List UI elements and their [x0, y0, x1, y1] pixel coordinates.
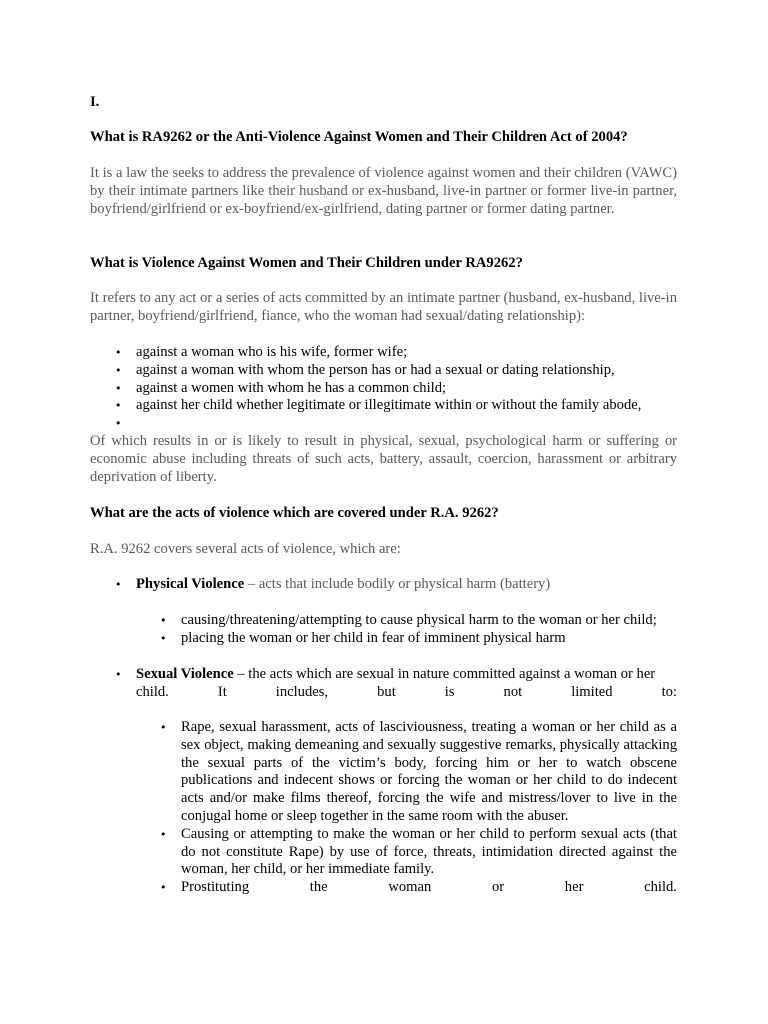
list-item: • causing/threatening/attempting to cause physical harm to the woman or her child;	[181, 612, 677, 630]
relationship-list	[136, 344, 677, 433]
question-heading-3: What are the acts of violence which are covered under R.A. 9262?	[90, 505, 499, 521]
word: woman	[388, 879, 432, 896]
list-item: • against a woman who is his wife, former wife;	[136, 344, 677, 362]
list-item: • Causing or attempting to make the woman or her child to perform sexual acts (that do not constitute Rape) by use of force, threats, intimidation directed against the woman, her child, or her immediate family.	[181, 826, 677, 879]
list-item: • Rape, sexual harassment, acts of lasciviousness, treating a woman or her child as a sex object, making demeaning and sexually suggestive remarks, physically attacking the sexual parts of the victim’s body, forcing him or her to watch obscene publications and indecent shows or forcing the woman or her child to do indecent acts and/or make films thereof, forcing the wife and mistress/lover to live in the conjugal home or sleep together in the same room with the abuser.	[181, 719, 677, 826]
word: to:	[661, 683, 677, 700]
word: the	[309, 879, 328, 896]
word: not	[503, 683, 523, 700]
sexual-violence-line-2	[136, 684, 677, 702]
word: limited	[571, 683, 613, 700]
word: child.	[644, 879, 677, 896]
question-heading-1: What is RA9262 or the Anti-Violence Against Women and Their Children Act of 2004?	[90, 129, 628, 145]
physical-violence-desc: – acts that include bodily or physical harm (battery)	[244, 576, 551, 592]
sexual-violence-desc: – the acts which are sexual in nature committed against a woman or her	[233, 666, 656, 682]
word: is	[444, 683, 455, 700]
word: • Prostituting	[181, 879, 250, 896]
physical-violence-items	[181, 612, 677, 648]
list-item: • against a woman with whom the person has or had a sexual or dating relationship,	[136, 362, 677, 380]
answer-paragraph-2: It refers to any act or a series of acts committed by an intimate partner (husband, ex-husband, live-in partner, boyfriend/girlfriend, fiance, who the woman had sexual/dating relationship):	[90, 290, 677, 324]
list-item-empty	[136, 415, 677, 433]
answer-paragraph-3: R.A. 9262 covers several acts of violence, which are:	[90, 541, 401, 557]
sexual-violence-line-1	[136, 666, 677, 684]
section-roman-numeral: I.	[90, 94, 100, 110]
question-heading-2: What is Violence Against Women and Their Children under RA9262?	[90, 255, 523, 271]
list-item	[136, 666, 677, 702]
list-item	[181, 879, 677, 897]
list-item: • against her child whether legitimate or illegitimate within or without the family abode,	[136, 397, 677, 415]
word: her	[564, 879, 584, 896]
answer-paragraph-1: It is a law the seeks to address the prevalence of violence against women and their children (VAWC) by their intimate partners like their husband or ex-husband, live-in partner or former live-in partner, boyfriend/girlfriend or ex-boyfriend/ex-girlfriend, dating partner or former dating partner.	[90, 165, 677, 217]
sexual-violence-items	[181, 719, 677, 897]
sexual-violence-last-line	[181, 879, 677, 897]
list-item	[136, 576, 677, 594]
word: It	[217, 683, 227, 700]
sexual-violence-term: Sexual Violence	[136, 666, 234, 682]
physical-violence-section	[136, 576, 677, 594]
list-item: • against a women with whom he has a common child;	[136, 380, 677, 398]
sexual-violence-section	[136, 666, 677, 702]
word: child.	[136, 683, 169, 700]
physical-violence-term: Physical Violence	[136, 576, 245, 592]
word: but	[377, 683, 396, 700]
list-item: • placing the woman or her child in fear of imminent physical harm	[181, 630, 677, 648]
word: or	[491, 879, 505, 896]
answer-paragraph-2b: Of which results in or is likely to result in physical, sexual, psychological harm or suffering or economic abuse including threats of such acts, battery, assault, coercion, harassment or arbitrary deprivation of liberty.	[90, 433, 677, 485]
word: includes,	[275, 683, 329, 700]
